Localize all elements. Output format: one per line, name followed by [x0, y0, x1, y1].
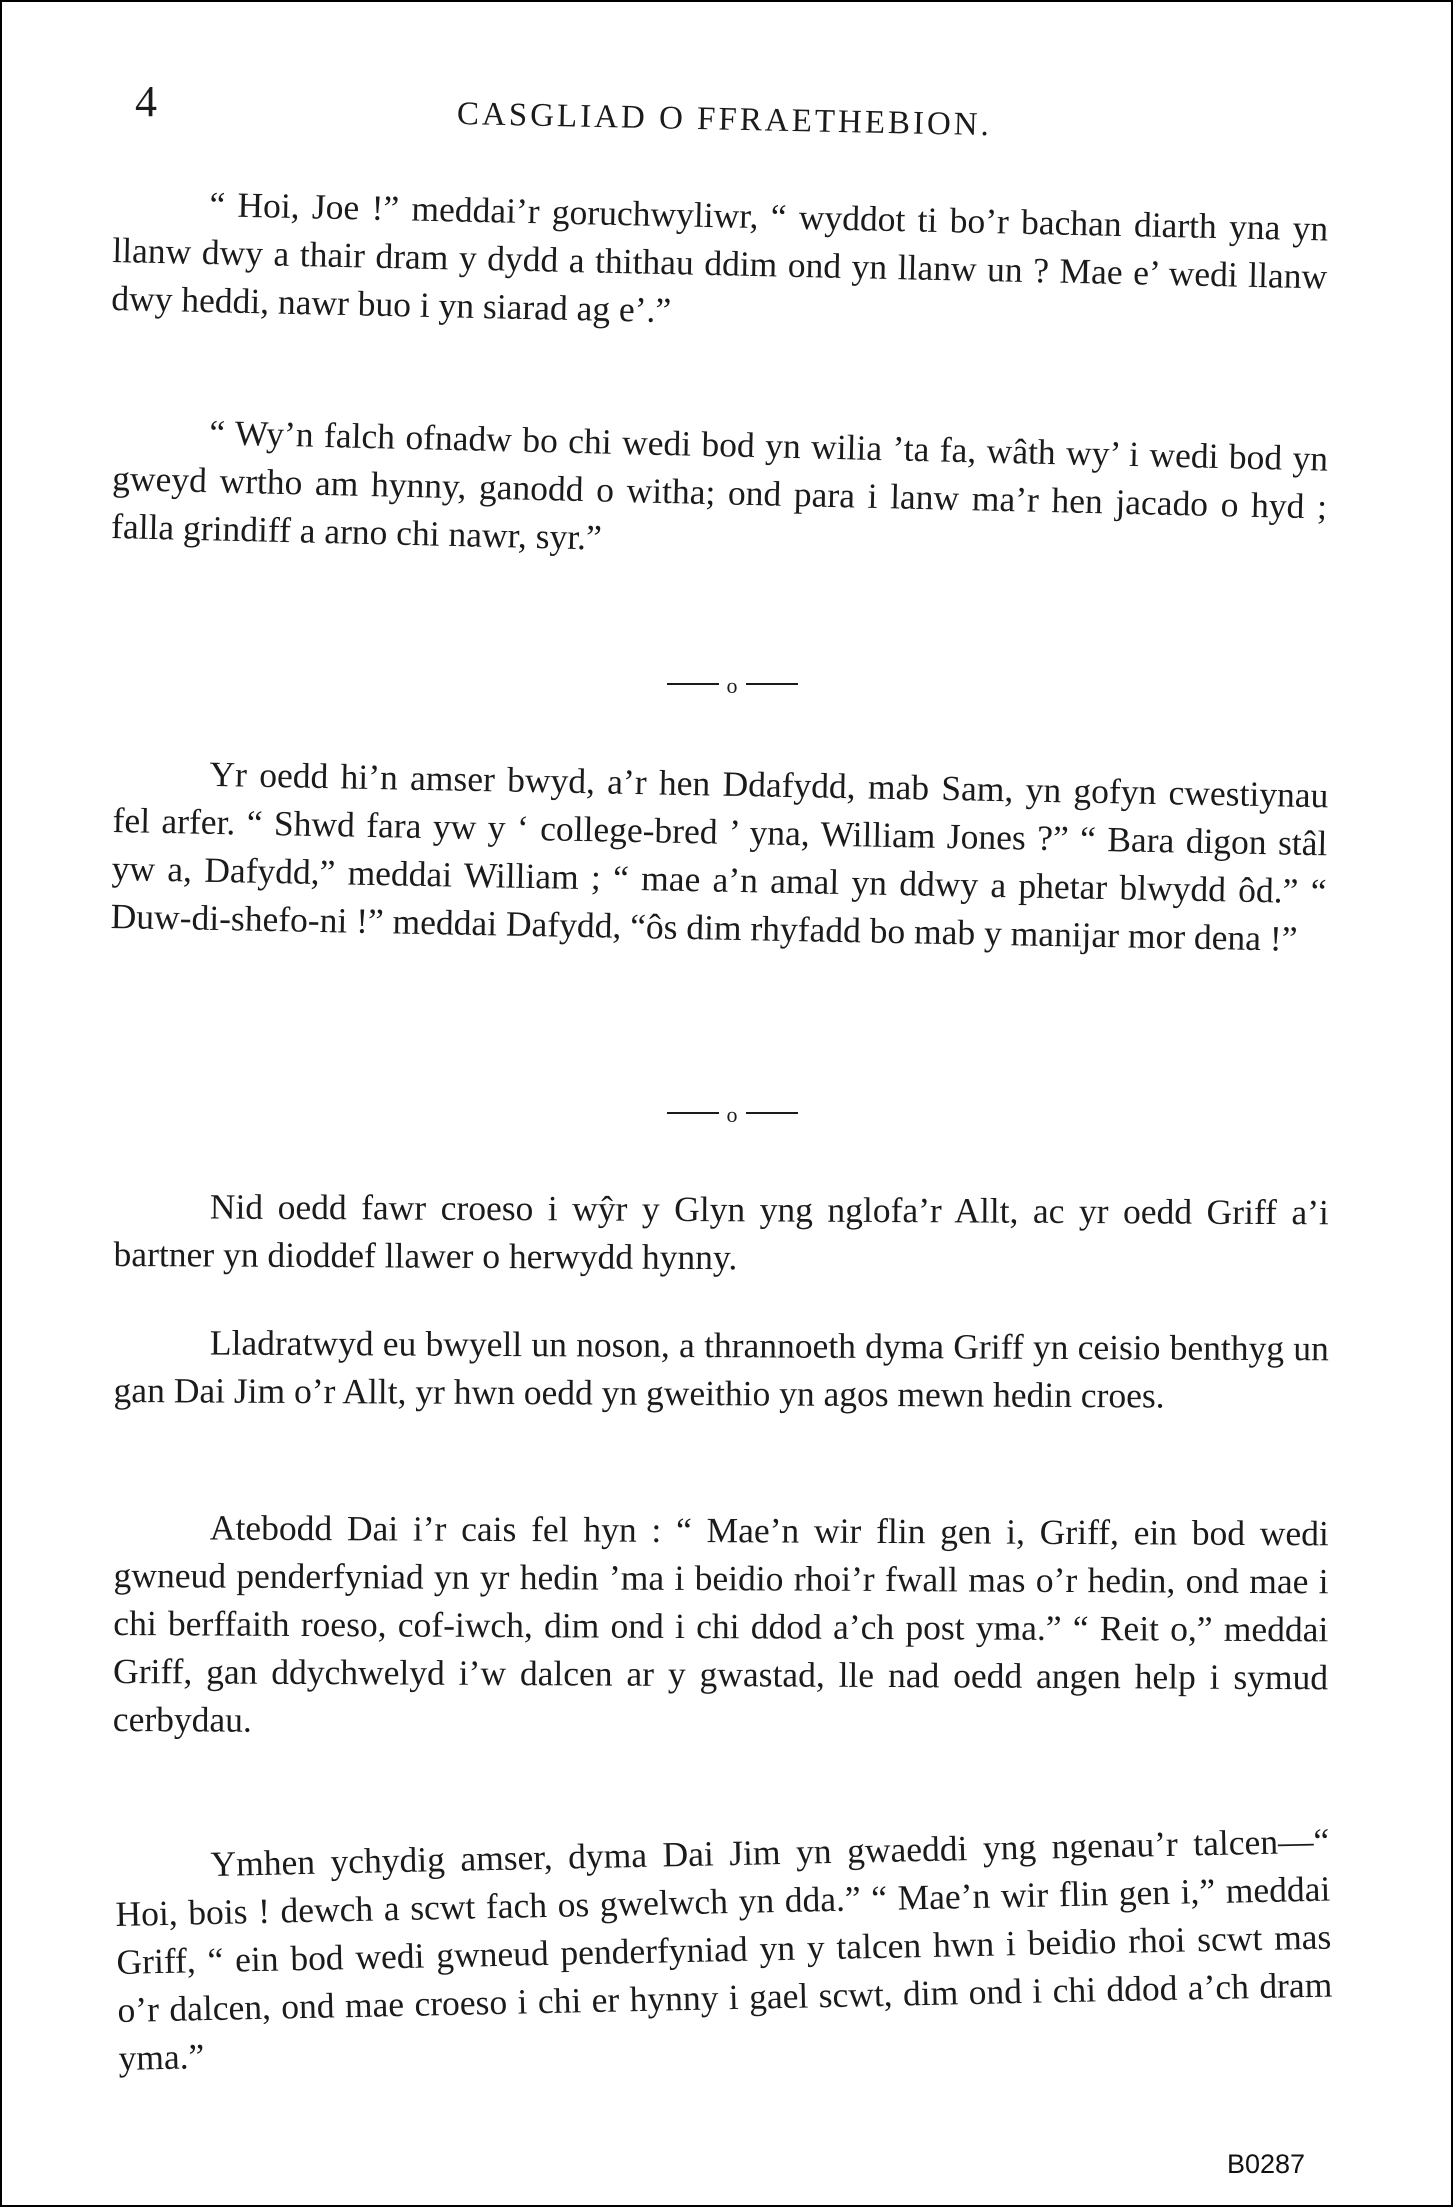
section-divider	[662, 1097, 802, 1129]
section-3-paragraph-2	[113, 1318, 1328, 1420]
section-1-paragraph-2	[111, 406, 1329, 579]
divider-rule-right	[746, 1112, 798, 1114]
paragraph: “ Hoi, Joe !” meddai’r goruchwyliwr, “ wyddot ti bo’r bachan diarth yna yn llanw dwy a thair dram y dydd a thithau ddim ond yn llanw un ? Mae e’ wedi llanw dwy heddi, nawr buo i yn siarad ag e’.”	[110, 184, 1329, 331]
paragraph: Lladratwyd eu bwyell un noson, a thrannoeth dyma Griff yn ceisio benthyg un gan Dai Jim o’r Allt, yr hwn oedd yn gweithio yn agos mewn hedin croes.	[113, 1322, 1329, 1416]
section-divider	[662, 668, 802, 700]
section-3-paragraph-4	[114, 1817, 1334, 2082]
reference-id: B0287	[1227, 2149, 1306, 2179]
divider-mark: o	[726, 1102, 738, 1127]
paragraph: “ Wy’n falch ofnadw bo chi wedi bod yn wilia ’ta fa, wâth wy’ i wedi bod yn gweyd wrtho am hynny, ganodd o witha; ond para i lanw ma’r hen jacado o hyd ; falla grindiff a arno chi nawr, syr.”	[110, 412, 1329, 558]
divider-rule-left	[667, 1112, 719, 1114]
divider-rule-left	[667, 683, 719, 685]
section-3-paragraph-1	[113, 1182, 1328, 1284]
divider-mark: o	[726, 673, 738, 698]
section-1	[111, 178, 1329, 348]
paragraph: Ymhen ychydig amser, dyma Dai Jim yn gwaeddi yng ngenau’r talcen—“ Hoi, bois ! dewch a scwt fach os gwelwch yn dda.” “ Mae’n wir flin gen i,” meddai Griff, “ ein bod wedi gwneud penderfyniad yn y talcen hwn i beidio rhoi scwt mas o’r dalcen, ond mae croeso i chi er hynny i gael scwt, dim ond i chi ddod a’ch dram yma.”	[115, 1820, 1333, 2078]
section-3-paragraph-3	[113, 1503, 1329, 1749]
section-2	[110, 748, 1328, 963]
page-number: 4	[135, 77, 157, 126]
running-title: CASGLIAD O FFRAETHEBION.	[456, 96, 993, 144]
paragraph: Yr oedd hi’n amser bwyd, a’r hen Ddafydd, mab Sam, yn gofyn cwestiynau fel arfer. “ Shwd fara yw y ‘ college-bred ’ yna, William Jones ?” “ Bara digon stâl yw a, Dafydd,” meddai William ; “ mae a’n amal yn ddwy a phetar blwydd ôd.” “ Duw-di-shefo-ni !” meddai Dafydd, “ôs dim rhyfadd bo mab y manijar mor dena !”	[110, 753, 1329, 959]
paragraph: Atebodd Dai i’r cais fel hyn : “ Mae’n wir flin gen i, Griff, ein bod wedi gwneud penderfyniad yn yr hedin ’ma i beidio rhoi’r fwall mas o’r hedin, ond mae i chi berffaith roeso, cof-iwch, dim ond i chi ddod a’ch post yma.” “ Reit o,” meddai Griff, gan ddychwelyd i’w dalcen ar y gwastad, lle nad oedd angen help i symud cerbydau.	[112, 1507, 1329, 1740]
divider-rule-right	[746, 683, 798, 685]
paragraph: Nid oedd fawr croeso i wŷr y Glyn yng nglofa’r Allt, ac yr oedd Griff a’i bartner yn dioddef llawer o herwydd hynny.	[113, 1186, 1329, 1278]
